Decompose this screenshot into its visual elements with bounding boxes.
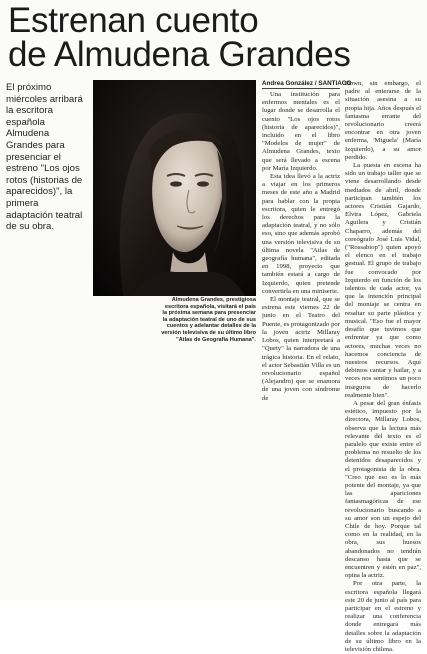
- body-paragraph: Por otra parte, la escritora española llegará este 20 de junio al país para participar en el estreno y realizar una conferencia donde entregará más detalles sobre la adaptación de su último libro en la televisión chilena.: [345, 580, 421, 654]
- lead-paragraph: El próximo miércoles arribará la escritora española Almudena Grandes para presenciar el estreno "Los ojos rotos (historias de aparecidos)", la primera adaptación teatral de su obra.: [6, 82, 83, 233]
- body-paragraph: El montaje teatral, que se estrena este viernes 22 de junio en el Teatro del Puente, es protagonizado por la joven actriz Millaray Lobos, quien interpretará a "Quety" la narradora de una trágica historia. En el relato, el actor Sebastián Villa es un revolucionario español (Alejandro) que se enamora de una joven con síndrome de: [262, 296, 340, 402]
- body-paragraph: Esta idea llevó a la actriz a viajar en los primeros meses de este año a Madrid para hablar con la propia escritora, quien le entregó los derechos para la adaptación teatral, y no sólo eso, sino que además aprobó una versión televisiva de su última novela "Atlas de geografía humana", editada en 1998, proyecto que también estará a cargo de Izquierdo, quien pretende convertirla en una miniserie.: [262, 173, 340, 295]
- body-paragraph: A pesar del gran énfasis estético, impuesto por la directora, Millaray Lobos, observa que la lectura más relevante del texto es el paralelo que existe entre el problema no resuelto de los detenidos desaparecidos y el protagonista de la obra. "Creo que eso es lo más potente del montaje, ya que las apariciones fantasmagóricas de ese revolucionario buscando a su amor son un espejo del Chile de hoy. Porque tal como en la realidad, en la obra, sus huesos abandonados no tendrán descanso hasta que se encuentren y estén en paz", opina la actriz.: [345, 399, 421, 580]
- headline-line-1: Estrenan cuento: [8, 1, 259, 40]
- body-paragraph: La puesta en escena ha sido un trabajo taller que se viene desarrollando desde mediados de abril, donde participan también los actores Cristián Gajardo, Elvira López, Gabriela Aguilera y Cristián Chaparro, además del coreógrafo José Luis Vidal, ("Rossabiop") quien apoyó el elenco en el trabajo gestual. El grupo de trabajo fue convocado por Izquierdo en función de los talentos de cada actor, ya que la intención principal del montaje se centra en resaltar su parte plástica y musical. "Eso fue el mayor desafío que tuvimos que enfrentar ya que como actores, muchas veces no hacemos conciencia de nuestros recursos. Aquí debimos cantar y bailar, y a veces nos sentimos un poco inseguros de hacerlo realmente bien".: [345, 162, 421, 399]
- body-column-2: [345, 80, 421, 654]
- body-column-1: [262, 91, 340, 403]
- portrait-image: [93, 80, 256, 296]
- photo-caption: Almudena Grandes, prestigiosa escritora española, visitará el país la próxima semana para presenciar la adaptación teatral de uno de sus cuentos y adelantar detalles de la versión televisiva de su último libro "Atlas de Geografía Humana".: [161, 297, 256, 343]
- author-photo: [93, 80, 256, 296]
- byline: Andrea González / SANTIAGO: [262, 80, 352, 87]
- body-paragraph: Down, sin embargo, el padre al enterarse de la situación asesina a su propia hija. Años después el fantasma errante del revolucionario creerá encontrar en otra joven enferma, 'Miguela' (María Izquierdo), a su amor perdido.: [345, 80, 421, 161]
- headline-line-2: de Almudena Grandes: [8, 35, 351, 74]
- body-paragraph: Una institución para enfermos mentales es el lugar donde se desarrolla el cuento "Los ojos rotos (historia de aparecidos)", incluido en el libro "Modelos de mujer" de Almudena Grandes, texto que será llevado a escena por María Izquierdo.: [262, 91, 340, 172]
